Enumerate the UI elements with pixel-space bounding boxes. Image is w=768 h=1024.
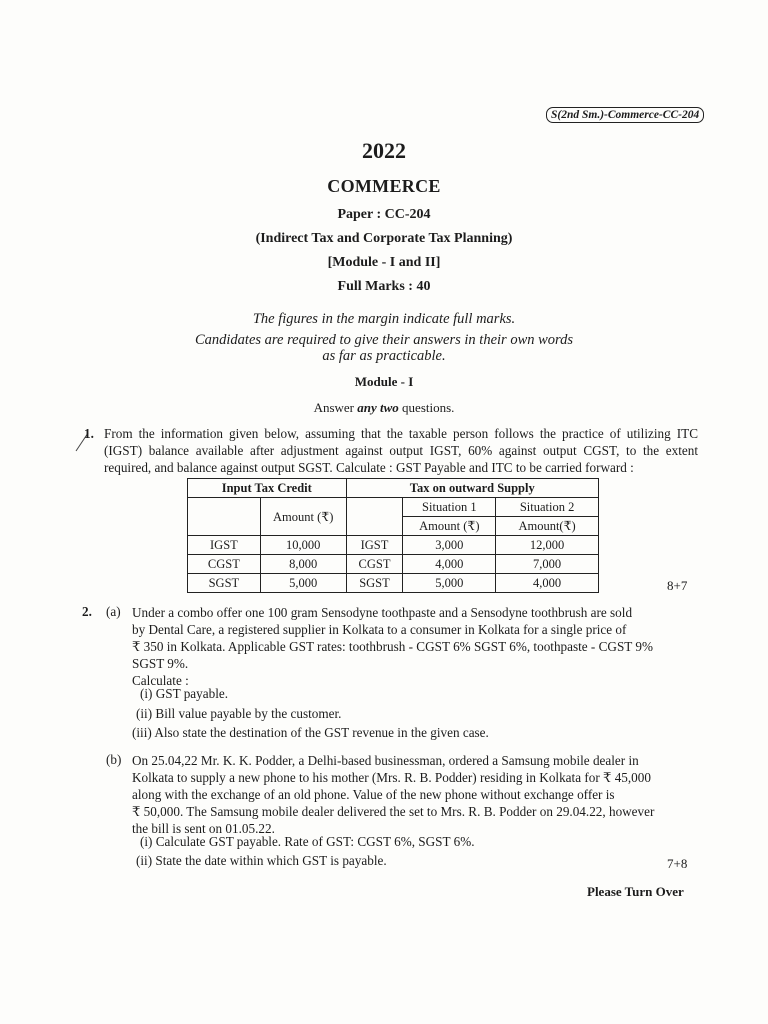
q2a-text xyxy=(132,604,698,689)
subject-title: COMMERCE xyxy=(327,176,441,196)
q2a-item-1: (i) GST payable. xyxy=(140,686,229,701)
question-1 xyxy=(82,425,698,476)
q2b-line: On 25.04,22 Mr. K. K. Podder, a Delhi-based businessman, ordered a Samsung mobile dealer in xyxy=(132,753,639,768)
table-cell: 10,000 xyxy=(260,536,346,555)
q1-marks: 8+7 xyxy=(667,578,688,593)
table-cell: 8,000 xyxy=(260,555,346,574)
paper-number: Paper : CC-204 xyxy=(337,207,431,222)
q2b-line: the bill is sent on 01.05.22. xyxy=(132,821,275,836)
question-text: From the information given below, assuming that the taxable person follows the practice of utilizing ITC (IGST) balance available after adjustment against output IGST, 60% against output CGST, to the extent required, and balance against output SGST. Calculate : GST Payable and ITC to be carried forward : xyxy=(104,426,698,475)
table-header-row xyxy=(188,479,599,498)
q2a-line: by Dental Care, a registered supplier in Kolkata to a consumer in Kolkata for a single price of xyxy=(132,622,627,637)
please-turn-over: Please Turn Over xyxy=(587,884,684,899)
table-cell: SGST xyxy=(188,574,261,593)
full-marks: Full Marks : 40 xyxy=(337,279,431,294)
q2b-line: Kolkata to supply a new phone to his mother (Mrs. R. B. Podder) residing in Kolkata for ₹ 45,000 xyxy=(132,770,651,785)
table-head-situation-1: Situation 1 xyxy=(403,498,496,517)
table-cell: 4,000 xyxy=(496,574,599,593)
table-cell: 3,000 xyxy=(403,536,496,555)
q2b-item-2: (ii) State the date within which GST is payable. xyxy=(136,853,387,868)
q2a-item-3: (iii) Also state the destination of the GST revenue in the given case. xyxy=(132,725,489,740)
q2a-label: (a) xyxy=(106,604,121,619)
instruction-line-3: as far as practicable. xyxy=(322,348,446,364)
table-row xyxy=(188,536,599,555)
table-head-situation-2: Situation 2 xyxy=(496,498,599,517)
question-number: 1. xyxy=(84,426,94,441)
answer-prefix: Answer xyxy=(313,400,358,415)
q2-marks: 7+8 xyxy=(667,856,688,871)
table-head-amount-s2: Amount(₹) xyxy=(496,517,599,536)
table-cell: IGST xyxy=(188,536,261,555)
table-subheader-row xyxy=(188,498,599,517)
q2b-line: along with the exchange of an old phone. Value of the new phone without exchange offer is xyxy=(132,787,615,802)
table-cell: IGST xyxy=(346,536,403,555)
table-row xyxy=(188,574,599,593)
table-head-outward: Tax on outward Supply xyxy=(346,479,598,498)
table-row xyxy=(188,555,599,574)
table-cell: 4,000 xyxy=(403,555,496,574)
table-cell: 7,000 xyxy=(496,555,599,574)
q2b-item-1: (i) Calculate GST payable. Rate of GST: CGST 6%, SGST 6%. xyxy=(140,834,475,849)
paper-code: S(2nd Sm.)-Commerce-CC-204 xyxy=(551,109,700,121)
q2a-line: ₹ 350 in Kolkata. Applicable GST rates: toothbrush - CGST 6% SGST 6%, toothpaste - CGST 9% xyxy=(132,639,653,654)
module-heading: Module - I xyxy=(354,374,414,389)
table-cell: SGST xyxy=(346,574,403,593)
table-cell: 12,000 xyxy=(496,536,599,555)
instruction-line-1: The figures in the margin indicate full marks. xyxy=(252,311,516,327)
table-cell: CGST xyxy=(188,555,261,574)
exam-year: 2022 xyxy=(362,138,406,163)
q2a-calculate: Calculate : xyxy=(132,673,189,688)
q2a-item-2: (ii) Bill value payable by the customer. xyxy=(136,706,342,721)
table-cell xyxy=(346,498,403,536)
answer-instruction xyxy=(0,400,768,416)
paper-code-box xyxy=(546,107,704,123)
table-cell xyxy=(188,498,261,536)
answer-emphasis: any two xyxy=(357,400,399,415)
question-2-number: 2. xyxy=(82,604,92,619)
table-head-amount: Amount (₹) xyxy=(260,498,346,536)
table-head-amount-s1: Amount (₹) xyxy=(403,517,496,536)
q2a-line: SGST 9%. xyxy=(132,656,189,671)
paper-title: (Indirect Tax and Corporate Tax Planning) xyxy=(255,231,513,246)
instruction-line-2: Candidates are required to give their answers in their own words xyxy=(194,332,574,348)
table-cell: 5,000 xyxy=(260,574,346,593)
q2a-line: Under a combo offer one 100 gram Sensodyne toothpaste and a Sensodyne toothbrush are sold xyxy=(132,605,633,620)
q2b-label: (b) xyxy=(106,752,122,767)
answer-suffix: questions. xyxy=(398,400,455,415)
table-head-itc: Input Tax Credit xyxy=(188,479,347,498)
table-cell: 5,000 xyxy=(403,574,496,593)
q2b-text xyxy=(132,752,698,837)
itc-table xyxy=(187,478,599,593)
table-cell: CGST xyxy=(346,555,403,574)
modules-label: [Module - I and II] xyxy=(327,255,441,270)
q2b-line: ₹ 50,000. The Samsung mobile dealer delivered the set to Mrs. R. B. Podder on 29.04.22, however xyxy=(132,804,655,819)
